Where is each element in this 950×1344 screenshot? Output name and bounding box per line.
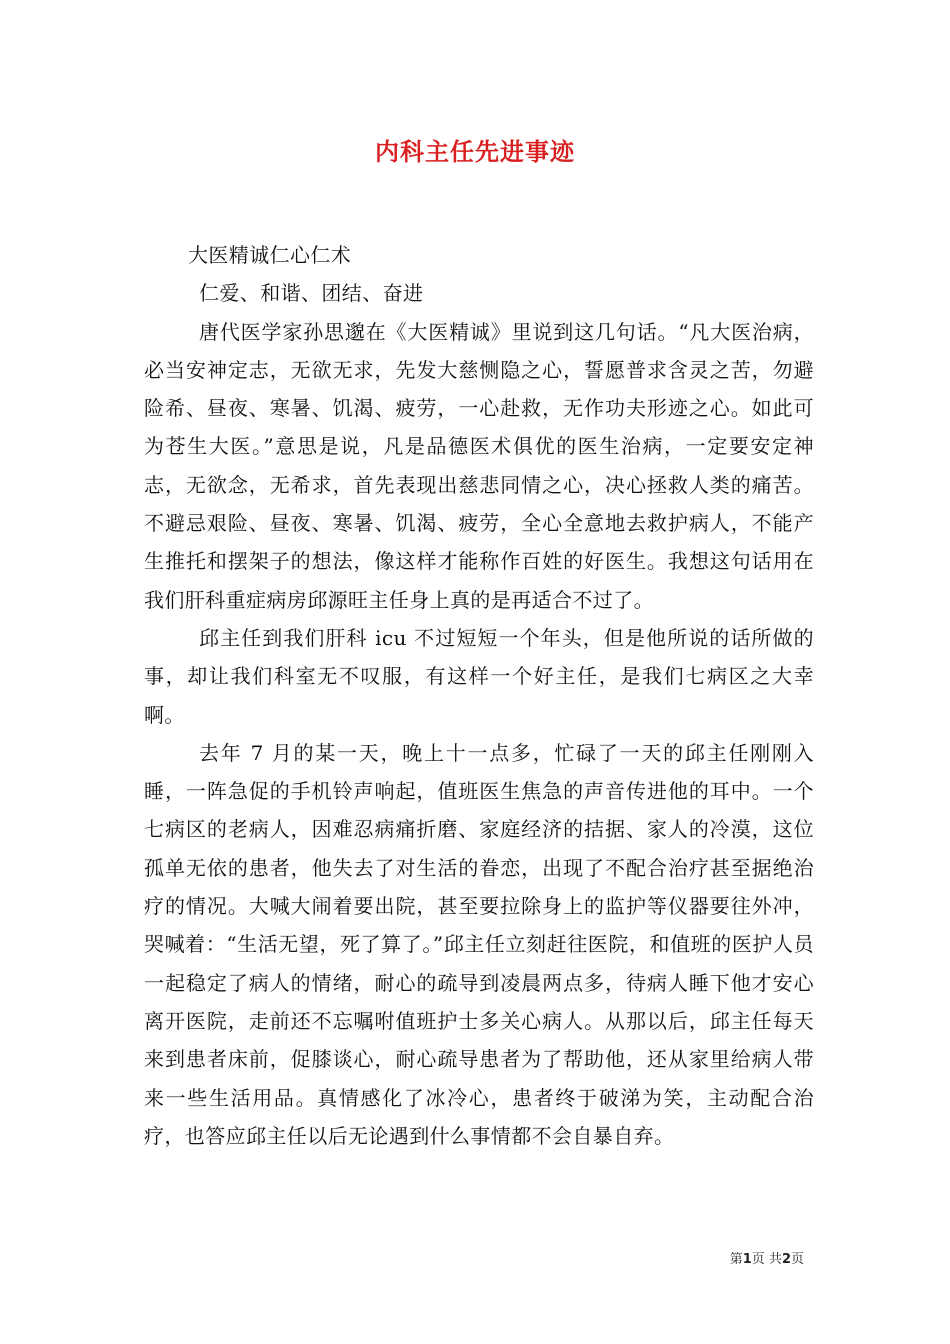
footer-middle: 页 共 bbox=[751, 1252, 782, 1267]
subheading-1: 大医精诚仁心仁术 bbox=[188, 243, 352, 267]
page-footer bbox=[730, 1248, 804, 1267]
document-title: 内科主任先进事迹 bbox=[375, 137, 575, 166]
subheading-2: 仁爱、和谐、团结、奋进 bbox=[199, 281, 424, 306]
paragraph-2: 邱主任到我们肝科 icu 不过短短一个年头，但是他所说的话所做的事，却让我们科室无不叹服，有这样一个好主任，是我们七病区之大幸啊。 bbox=[144, 625, 814, 727]
footer-suffix: 页 bbox=[790, 1252, 804, 1267]
total-page-number: 2 bbox=[781, 1252, 791, 1267]
paragraph-1: 唐代医学家孙思邈在《大医精诚》里说到这几句话。“凡大医治病，必当安神定志，无欲无求，先发大慈恻隐之心，誓愿普求含灵之苦，勿避险希、昼夜、寒暑、饥渴、疲劳，一心赴救，无作功夫形迹之心。如此可为苍生大医。”意思是说，凡是品德医术俱优的医生治病，一定要安定神志，无欲念，无希求，首先表现出慈悲同情之心，决心拯救人类的痛苦。不避忌艰险、昼夜、寒暑、饥渴、疲劳，全心全意地去救护病人，不能产生推托和摆架子的想法，像这样才能称作百姓的好医生。我想这句话用在我们肝科重症病房邱源旺主任身上真的是再适合不过了。 bbox=[144, 319, 814, 612]
document-body bbox=[144, 236, 814, 1155]
paragraph-3: 去年 7 月的某一天，晚上十一点多，忙碌了一天的邱主任刚刚入睡，一阵急促的手机铃声响起，值班医生焦急的声音传进他的耳中。一个七病区的老病人，因难忍病痛折磨、家庭经济的拮据、家人的冷漠，这位孤单无依的患者，他失去了对生活的眷恋，出现了不配合治疗甚至据绝治疗的情况。大喊大闹着要出院，甚至要拉除身上的监护等仪器要往外冲，哭喊着：“生活无望，死了算了。”邱主任立刻赶往医院，和值班的医护人员一起稳定了病人的情绪，耐心的疏导到凌晨两点多，待病人睡下他才安心离开医院，走前还不忘嘱咐值班护士多关心病人。从那以后，邱主任每天来到患者床前，促膝谈心，耐心疏导患者为了帮助他，还从家里给病人带来一些生活用品。真情感化了冰冷心，患者终于破涕为笑，主动配合治疗，也答应邱主任以后无论遇到什么事情都不会自暴自弃。 bbox=[144, 740, 814, 1148]
current-page-number: 1 bbox=[742, 1252, 752, 1267]
footer-prefix: 第 bbox=[729, 1252, 743, 1267]
